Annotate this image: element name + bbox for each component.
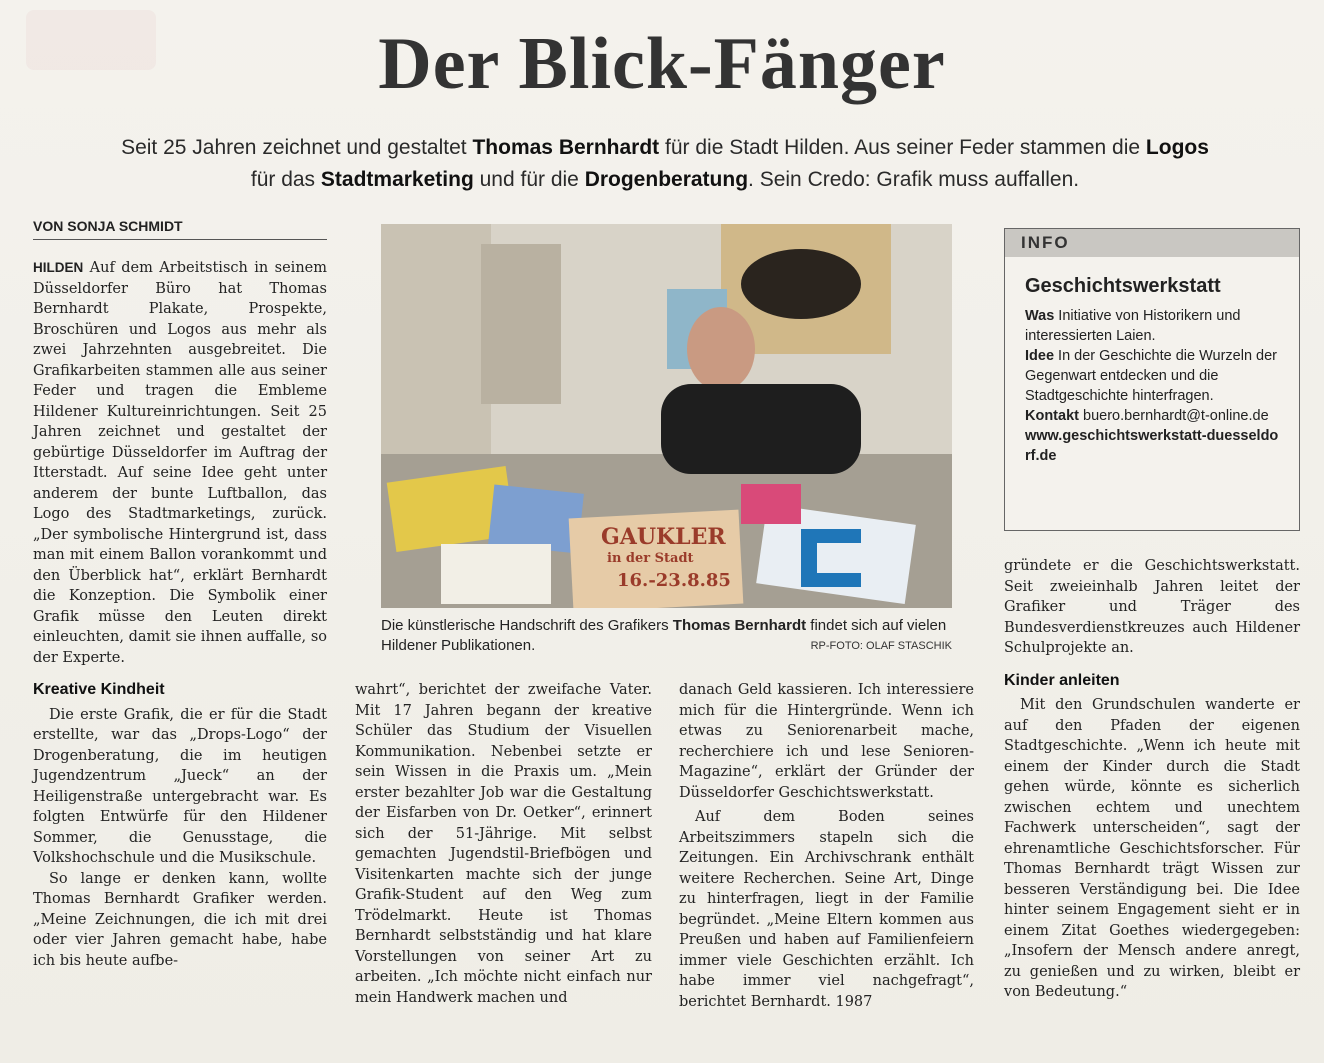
photo-bear (741, 249, 861, 319)
photo-poster-subtitle: in der Stadt (607, 551, 694, 566)
article-column-3 (679, 680, 974, 1012)
photo-poster-light (441, 544, 551, 604)
subhead-text: . Sein Credo: Grafik muss auffallen. (748, 168, 1080, 191)
article-paragraph: danach Geld kassieren. Ich interessiere mich für die Hintergründe. Wenn ich etwas zu Seniorenarbeit mache, recherchiere ich und lese Senioren-Magazine“, erklärt der Gründer der Düsseldorfer Geschichtswerkstatt. (679, 682, 974, 801)
info-text: Initiative von Historikern und interessierten Laien. (1025, 308, 1241, 344)
photo-illustration (381, 224, 952, 608)
subhead-bold: Drogenberatung (584, 168, 749, 191)
info-label: Idee (1025, 348, 1055, 364)
headline: Der Blick-Fänger (378, 23, 946, 105)
photo-person-body (661, 384, 861, 474)
article-paragraph: Auf dem Boden seines Arbeitszimmers stapeln sich die Zeitungen. Ein Archivschrank enthält weitere Recherchen. Seine Art, Dinge zu hinterfragen, liegt in der Familie begründet. „Meine Eltern kommen aus Preußen und haben auf Familienfeiern immer viele Geschichten erzählt. Ich habe immer viel nachgefragt“, berichtet Bernhardt. 1987 (679, 809, 974, 1010)
photo-poster-dates: 16.-23.8.85 (617, 570, 731, 591)
subhead-text: und für die (473, 168, 585, 191)
info-label: Kontakt (1025, 408, 1079, 424)
subhead-bold: Stadtmarketing (320, 168, 474, 191)
photo-shelf-boxes (481, 244, 561, 404)
photo-person-head (687, 307, 755, 391)
subhead-bold: Thomas Bernhardt (472, 136, 660, 159)
info-box (1004, 228, 1300, 531)
info-text: buero.bernhardt@t-online.de (1078, 408, 1269, 424)
article-paragraph: wahrt“, berichtet der zweifache Vater. Mit 17 Jahren begann der kreative Schüler das Studium der Visuellen Kommunikation. Nebenbei setzte er sein Wissen in die Praxis um. „Mein erster bezahlter Job war die Gestaltung der Eisfarben von Dr. Oetker“, erinnert sich der 51-Jährige. Mit selbst gemachten Jugendstil-Briefbögen und Visitenkarten machte sich der junge Grafik-Student auf den Weg zum Trödelmarkt. Heute ist Thomas Bernhardt selbstständig und hat klare Vorstellungen von seiner Art zu arbeiten. „Ich möchte nicht einfach nur mein Handwerk machen und (355, 682, 652, 1006)
photo-shelf (381, 224, 491, 474)
caption-bold: Thomas Bernhardt (672, 617, 807, 634)
info-label: Was (1025, 308, 1055, 324)
subhead-bold: Logos (1145, 136, 1209, 159)
subhead-text: für das (250, 168, 321, 191)
info-text: In der Geschichte die Wurzeln der Gegenwart entdecken und die Stadtgeschichte hinterfragen. (1025, 348, 1277, 404)
article-column-1 (33, 258, 327, 971)
article-column-2 (355, 680, 652, 1008)
section-subheading: Kreative Kindheit (33, 681, 165, 698)
byline: VON SONJA SCHMIDT (33, 218, 327, 240)
dateline: HILDEN (33, 260, 84, 275)
info-website: www.geschichtswerkstatt-duesseldorf.de (1025, 428, 1279, 464)
article-photo (381, 224, 952, 608)
info-row-was (1025, 306, 1283, 346)
info-row-web (1025, 426, 1283, 466)
subhead-text: Seit 25 Jahren zeichnet und gestaltet (121, 136, 473, 159)
article-paragraph (33, 258, 327, 668)
article-column-4 (1004, 556, 1300, 1003)
subhead-text: für die Stadt Hilden. Aus seiner Feder stammen die (659, 136, 1146, 159)
photo-poster-title: GAUKLER (601, 524, 726, 550)
article-paragraph: Mit den Grundschulen wanderte er auf den Pfaden der eigenen Stadtgeschichte. „Wenn ich heute mit einem der Kinder durch die Stadt gehen würde, könnte es sicherlich zwischen echtem und unechtem Fachwerk unterscheiden“, sagt der ehrenamtliche Geschichtsforscher. Für Thomas Bernhardt trägt Wissen zur besseren Verständigung bei. Die Idee hinter seinem Engagement sieht er in einem Zitat Goethes wiedergegeben: „Insofern der Mensch andere anregt, zu genießen und zu wirken, bleibt er von Bedeutung.“ (1004, 697, 1300, 1000)
photo-poster-pink (741, 484, 801, 524)
caption-text: Die künstlerische Handschrift des Grafikers (381, 617, 673, 634)
article-paragraph: Die erste Grafik, die er für die Stadt erstellte, war das „Drops-Logo“ der Drogenberatung, die im heutigen Jugendzentrum „Jueck“ an der Heiligenstraße untergebracht war. Es folgten Entwürfe für den Hildener Sommer, die Genusstage, die Volkshochschule und die Musikschule. (33, 706, 327, 866)
section-subheading: Kinder anleiten (1004, 671, 1120, 689)
info-row-kontakt (1025, 406, 1283, 426)
info-box-title: Geschichtswerkstatt (1025, 275, 1221, 297)
photo-credit: RP-FOTO: OLAF STASCHIK (810, 640, 952, 652)
article-paragraph: So lange er denken kann, wollte Thomas Bernhardt Grafiker werden. „Meine Zeichnungen, die ich mit drei oder vier Jahren gemacht habe, habe ich bis heute aufbe- (33, 870, 327, 969)
paragraph-text: Auf dem Arbeitstisch in seinem Düsseldorfer Büro hat Thomas Bernhardt Plakate, Prospekte, Broschüren und Logos aus mehr als zwei Jahrzehnten ausgebreitet. Die Grafikarbeiten stammen alle aus seiner Feder und tragen die Embleme Hildener Kultureinrichtungen. Seit 25 Jahren zeichnet und gestaltet der gebürtige Düsseldorfer im Auftrag der Itterstadt. Auf seine Idee geht unter anderem der bunte Luftballon, das Logo des Stadtmarketings, zurück. „Der symbolische Hintergrund ist, dass man mit einem Ballon vorankommt und den Überblick hat“, erklärt Bernhardt die Konzeption. Die Symbolik einer Grafik müsse den Leuten direkt einleuchten, damit sie ihnen auffalle, so der Experte. (33, 260, 327, 666)
article-paragraph: gründete er die Geschichtswerkstatt. Seit zweieinhalb Jahren leitet der Grafiker und Träger des Bundesverdienstkreuzes auch Hildener Schulprojekte an. (1004, 558, 1300, 656)
info-box-header: INFO (1005, 229, 1299, 257)
caption-text: findet sich auf vielen Hildener Publikationen. (381, 617, 947, 654)
info-row-idee (1025, 346, 1283, 406)
subheadline (60, 132, 1270, 196)
